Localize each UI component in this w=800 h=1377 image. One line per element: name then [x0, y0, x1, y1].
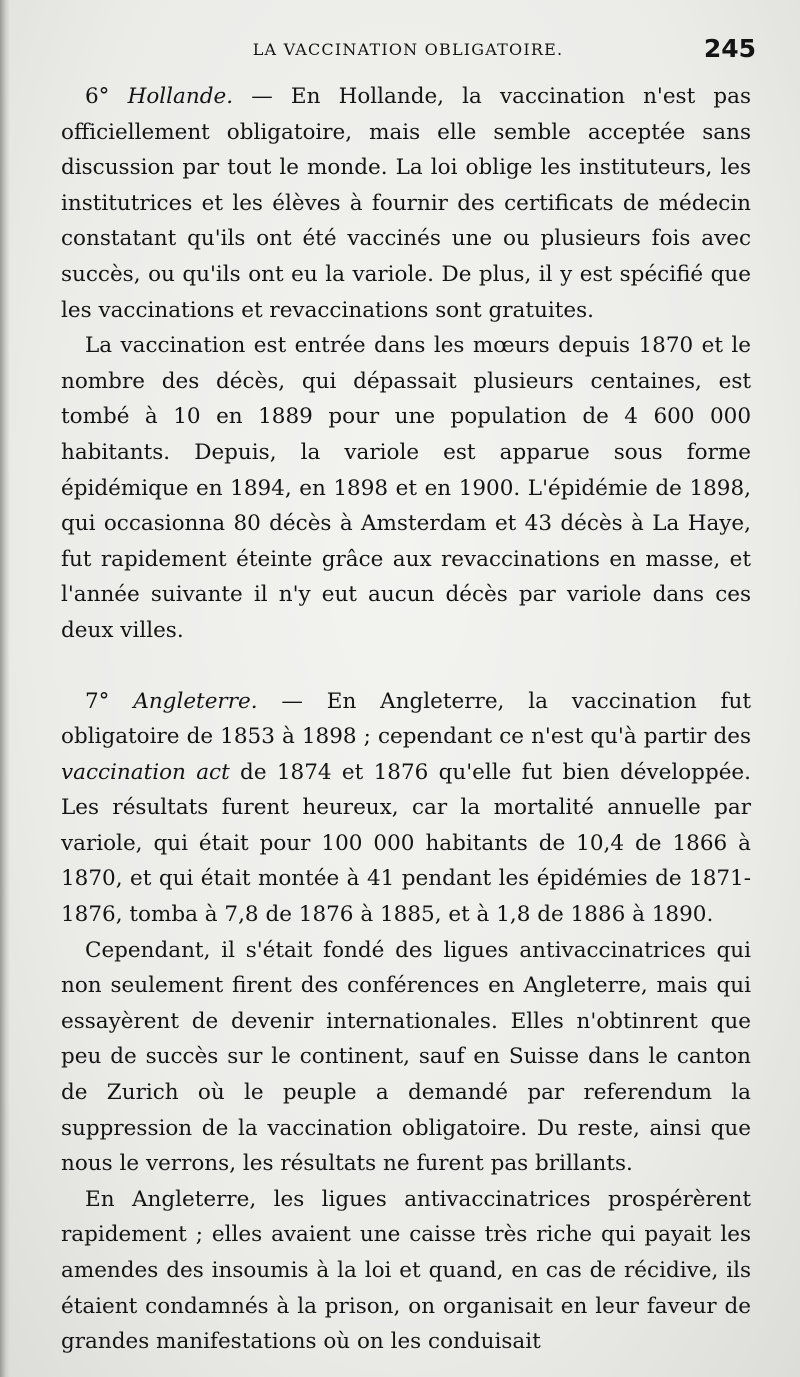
section-heading-angleterre: Angleterre.	[133, 688, 258, 714]
paragraph-angleterre-1	[61, 684, 751, 933]
paragraph-angleterre-3: En Angleterre, les ligues antivaccinatrices prospérèrent rapidement ; elles avaient une caisse très riche qui payait les amendes des insoumis à la loi et quand, en cas de récidive, ils étaient condamnés à la prison, on organisait en leur faveur de grandes manifestations où on les conduisait	[61, 1186, 751, 1355]
paragraph-hollande-1	[61, 79, 751, 328]
section-number: 6°	[85, 84, 110, 109]
page-number: 245	[703, 34, 756, 63]
page-binding-edge	[0, 0, 10, 1377]
body-text	[61, 79, 751, 1360]
page-header	[60, 34, 756, 68]
section-heading-hollande: Hollande.	[127, 84, 234, 109]
paragraph-text: — En Angleterre, la vaccination fut obligatoire de 1853 à 1898 ; cependant ce n'est qu'à partir des	[61, 688, 751, 750]
paragraph-text: — En Hollande, la vaccination n'est pas officiellement obligatoire, mais elle semble acceptée sans discussion par tout le monde. La loi oblige les instituteurs, les institutrices et les élèves à fournir des certificats de médecin constatant qu'ils ont été vaccinés une ou plusieurs fois avec succès, ou qu'ils ont eu la variole. De plus, il y est spécifié que les vaccinations et revaccinations sont gratuites.	[61, 84, 752, 323]
running-title: LA VACCINATION OBLIGATOIRE.	[252, 40, 564, 59]
paragraph-text: de 1874 et 1876 qu'elle fut bien développée. Les résultats furent heureux, car la mortalité annuelle par variole, qui était pour 100 000 habitants de 10,4 de 1866 à 1870, et qui était montée à 41 pendant les épidémies de 1871-1876, tomba à 7,8 de 1876 à 1885, et à 1,8 de 1886 à 1890.	[61, 759, 751, 928]
paragraph-angleterre-2: Cependant, il s'était fondé des ligues antivaccinatrices qui non seulement firent des conférences en Angleterre, mais qui essayèrent de devenir internationales. Elles n'obtinrent que peu de succès sur le continent, sauf en Suisse dans le canton de Zurich où le peuple a demandé par referendum la suppression de la vaccination obligatoire. Du reste, ainsi que nous le verrons, les résultats ne furent pas brillants.	[61, 937, 751, 1177]
paragraph-hollande-2: La vaccination est entrée dans les mœurs depuis 1870 et le nombre des décès, qui dépassait plusieurs centaines, est tombé à 10 en 1889 pour une population de 4 600 000 habitants. Depuis, la variole est apparue sous forme épidémique en 1894, en 1898 et en 1900. L'épidémie de 1898, qui occasionna 80 décès à Amsterdam et 43 décès à La Haye, fut rapidement éteinte grâce aux revaccinations en masse, et l'année suivante il n'y eut aucun décès par variole dans ces deux villes.	[61, 333, 751, 643]
section-number: 7°	[85, 688, 110, 714]
italic-term: vaccination act	[61, 759, 230, 785]
